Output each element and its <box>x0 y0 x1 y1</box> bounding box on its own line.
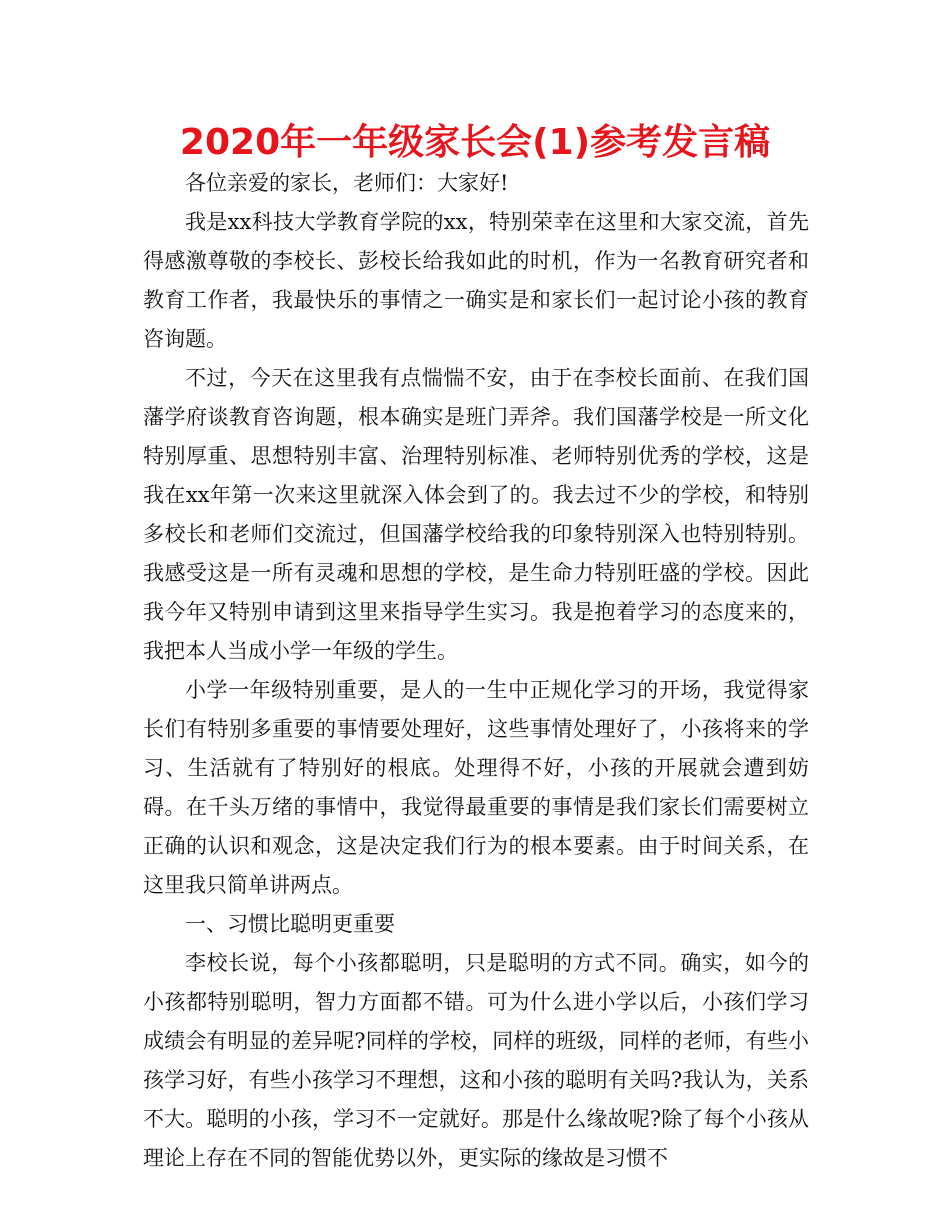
body-paragraph: 我是xx科技大学教育学院的xx，特别荣幸在这里和大家交流，首先得感激尊敬的李校长、彭校长给我如此的时机，作为一名教育研究者和教育工作者，我最快乐的事情之一确实是和家长们一起讨论小孩的教育咨询题。 <box>143 210 809 351</box>
body-paragraph: 小学一年级特别重要，是人的一生中正规化学习的开场，我觉得家长们有特别多重要的事情要处理好，这些事情处理好了，小孩将来的学习、生活就有了特别好的根底。处理得不好，小孩的开展就会遭到妨碍。在千头万绪的事情中，我觉得最重要的事情是我们家长们需要树立正确的认识和观念，这是决定我们行为的根本要素。由于时间关系，在这里我只简单讲两点。 <box>143 678 809 897</box>
document-body <box>143 164 809 1178</box>
section-heading: 一、习惯比聪明更重要 <box>185 912 395 936</box>
body-paragraph: 不过，今天在这里我有点惴惴不安，由于在李校长面前、在我们国藩学府谈教育咨询题，根本确实是班门弄斧。我们国藩学校是一所文化特别厚重、思想特别丰富、治理特别标准、老师特别优秀的学校，这是我在xx年第一次来这里就深入体会到了的。我去过不少的学校，和特别多校长和老师们交流过，但国藩学校给我的印象特别深入也特别特别。我感受这是一所有灵魂和思想的学校，是生命力特别旺盛的学校。因此我今年又特别申请到这里来指导学生实习。我是抱着学习的态度来的，我把本人当成小学一年级的学生。 <box>143 366 809 663</box>
document-title: 2020年一年级家长会(1)参考发言稿 <box>179 122 771 163</box>
body-paragraph: 李校长说，每个小孩都聪明，只是聪明的方式不同。确实，如今的小孩都特别聪明，智力方面都不错。可为什么进小学以后，小孩们学习成绩会有明显的差异呢?同样的学校，同样的班级，同样的老师，有些小孩学习好，有些小孩学习不理想，这和小孩的聪明有关吗?我认为，关系不大。聪明的小孩，学习不一定就好。那是什么缘故呢?除了每个小孩从理论上存在不同的智能优势以外，更实际的缘故是习惯不 <box>143 951 809 1170</box>
salutation-paragraph: 各位亲爱的家长，老师们：大家好! <box>185 171 509 195</box>
